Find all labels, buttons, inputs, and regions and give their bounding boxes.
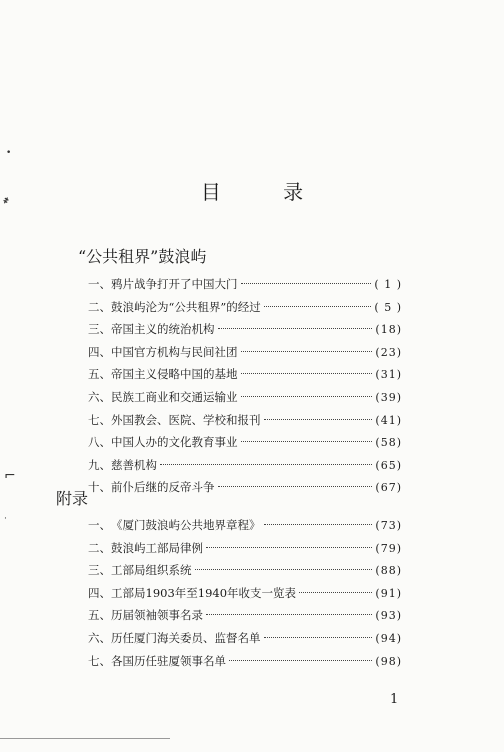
toc-entry[interactable] <box>88 514 402 537</box>
entry-number: 十、 <box>88 480 111 495</box>
toc-section-2 <box>88 514 402 672</box>
page-title: 目 录 <box>200 180 332 204</box>
entry-number: 一、 <box>88 518 111 532</box>
toc-entry[interactable] <box>88 273 402 296</box>
toc-entry[interactable] <box>88 409 402 432</box>
dot-leader <box>229 660 372 661</box>
entry-title: 《厦门鼓浪屿公共地界章程》 <box>111 518 261 532</box>
entry-title: 各国历任驻厦领事名单 <box>111 653 226 668</box>
entry-page: (88) <box>375 564 402 578</box>
entry-page: (79) <box>375 541 402 555</box>
entry-number: 三、 <box>88 322 111 337</box>
entry-title: 慈善机构 <box>111 457 157 472</box>
entry-number: 二、 <box>88 299 111 314</box>
toc-entry[interactable] <box>88 627 402 650</box>
bottom-rule <box>0 738 170 739</box>
dot-leader <box>241 373 373 374</box>
dot-leader <box>264 524 373 525</box>
entry-page: (18) <box>375 323 402 337</box>
dot-leader <box>241 396 373 397</box>
section-heading-appendix: 附录 <box>56 489 89 508</box>
toc-entry[interactable] <box>88 386 402 409</box>
scan-speck: ҂ <box>3 192 10 206</box>
toc-entry[interactable] <box>88 559 402 582</box>
entry-title: 历任厦门海关委员、监督名单 <box>111 630 261 645</box>
entry-title: 鸦片战争打开了中国大门 <box>111 277 238 291</box>
toc-entry[interactable] <box>88 604 402 627</box>
entry-title: 帝国主义的统治机构 <box>111 322 215 337</box>
dot-leader <box>241 441 373 442</box>
toc-entry[interactable] <box>88 454 402 477</box>
entry-page: ( 1 ) <box>374 278 402 291</box>
dot-leader <box>206 614 372 615</box>
entry-title: 外国教会、医院、学校和报刊 <box>111 412 261 427</box>
toc-entry[interactable] <box>88 363 402 386</box>
toc-section-1 <box>88 273 402 499</box>
scan-speck: ⌐ <box>4 468 16 484</box>
entry-number: 九、 <box>88 457 111 472</box>
entry-page: (67) <box>375 481 402 495</box>
scan-speck: · <box>4 514 7 524</box>
entry-number: 一、 <box>88 277 111 291</box>
entry-page: (41) <box>375 413 402 427</box>
dot-leader <box>218 486 373 487</box>
entry-title: 工部局1903年至1940年收支一览表 <box>111 585 297 600</box>
entry-page: (94) <box>375 631 402 645</box>
toc-entry[interactable] <box>88 431 402 454</box>
dot-leader <box>241 351 373 352</box>
dot-leader <box>241 283 372 284</box>
entry-number: 四、 <box>88 585 111 600</box>
dot-leader <box>299 592 372 593</box>
entry-number: 八、 <box>88 435 111 450</box>
dot-leader <box>195 569 373 570</box>
entry-page: (93) <box>375 609 402 623</box>
dot-leader <box>264 306 372 307</box>
dot-leader <box>264 419 373 420</box>
entry-title: 中国官方机构与民间社团 <box>111 344 238 359</box>
entry-title: 前仆后继的反帝斗争 <box>111 480 215 495</box>
entry-page: (98) <box>375 654 402 668</box>
entry-title: 工部局组织系统 <box>111 563 192 578</box>
section-heading-concession: “公共租界”鼓浪屿 <box>78 247 207 266</box>
entry-title: 民族工商业和交通运输业 <box>111 389 238 404</box>
entry-page: (23) <box>375 345 402 359</box>
entry-page: (31) <box>375 368 402 382</box>
entry-page: (58) <box>375 436 402 450</box>
entry-title: 历届领袖领事名录 <box>111 608 203 623</box>
toc-entry[interactable] <box>88 341 402 364</box>
entry-number: 七、 <box>88 412 111 427</box>
entry-number: 七、 <box>88 653 111 668</box>
toc-entry[interactable] <box>88 650 402 673</box>
entry-title: 帝国主义侵略中国的基地 <box>111 367 238 382</box>
entry-number: 二、 <box>88 540 111 555</box>
entry-number: 三、 <box>88 563 111 578</box>
entry-title: 中国人办的文化教育事业 <box>111 435 238 450</box>
entry-number: 五、 <box>88 608 111 623</box>
scan-speck: • <box>6 148 12 158</box>
entry-title: 鼓浪屿工部局律例 <box>111 540 203 555</box>
dot-leader <box>264 637 373 638</box>
entry-number: 六、 <box>88 630 111 645</box>
entry-page: (65) <box>375 458 402 472</box>
dot-leader <box>206 547 372 548</box>
entry-page: (73) <box>375 519 402 532</box>
entry-page: ( 5 ) <box>374 300 402 314</box>
dot-leader <box>218 328 373 329</box>
entry-number: 五、 <box>88 367 111 382</box>
toc-entry[interactable] <box>88 476 402 499</box>
toc-entry[interactable] <box>88 582 402 605</box>
entry-number: 四、 <box>88 344 111 359</box>
toc-entry[interactable] <box>88 537 402 560</box>
toc-entry[interactable] <box>88 318 402 341</box>
dot-leader <box>160 464 372 465</box>
entry-page: (91) <box>375 586 402 600</box>
toc-entry[interactable] <box>88 296 402 319</box>
entry-title: 鼓浪屿沦为“公共租界”的经过 <box>111 299 261 314</box>
page-number: 1 <box>390 692 399 707</box>
entry-page: (39) <box>375 390 402 404</box>
entry-number: 六、 <box>88 389 111 404</box>
